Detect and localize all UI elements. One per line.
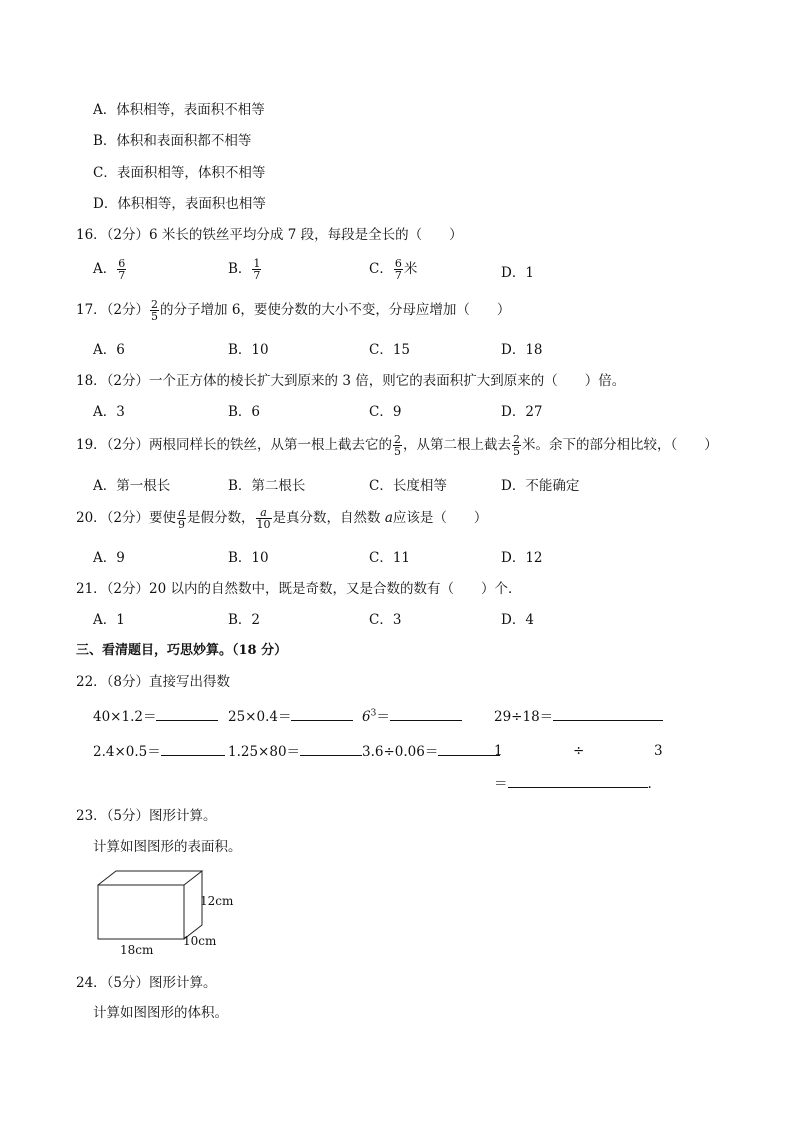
fraction: $\frac{2}{5}$ [513, 433, 521, 458]
question-18 [76, 373, 625, 389]
answer-blank[interactable] [438, 743, 500, 756]
question-number: 22．（8分） [76, 674, 150, 690]
q18-option-a: A．3 [93, 404, 125, 420]
fraction: $\frac{a}{9}$ [178, 506, 186, 531]
fraction: $\frac{2}{5}$ [151, 298, 159, 323]
question-22 [76, 674, 230, 690]
fraction: $\frac{a}{10}$ [256, 506, 271, 531]
calc-expr-b: 3 [654, 743, 663, 759]
q19-option-d: D．不能确定 [501, 478, 580, 494]
calc-item: 25×0.4＝ [228, 708, 353, 725]
q19-option-a: A．第一根长 [93, 478, 171, 494]
calc-item: 40×1.2＝ [93, 708, 218, 725]
question-23 [76, 808, 217, 824]
question-number: 23．（5分） [76, 808, 150, 824]
question-text: 一个正方体的棱长扩大到原来的 3 倍，则它的表面积扩大到原来的（ ）倍。 [149, 373, 626, 389]
calc-item: ＝ . [494, 776, 652, 792]
q20-option-d: D．12 [501, 550, 543, 566]
cuboid-front-face [98, 885, 184, 939]
question-number: 24．（5分） [76, 975, 150, 991]
q17-option-d: D．18 [501, 342, 543, 358]
q15-option-a: A．体积相等，表面积不相等 [93, 102, 265, 118]
q16-option-d: D．1 [501, 265, 534, 281]
question-text: 直接写出得数 [149, 674, 231, 690]
section-heading: 三、看清题目，巧思妙算。（18 分） [76, 643, 288, 658]
question-text: 6 米长的铁丝平均分成 7 段，每段是全长的（ ） [149, 227, 463, 243]
q21-option-a: A．1 [93, 612, 125, 628]
question-number: 21．（2分） [76, 581, 150, 597]
q21-option-c: C．3 [369, 612, 402, 628]
q17-option-b: B．10 [228, 342, 269, 358]
question-16 [76, 227, 463, 243]
question-text: 图形计算。 [149, 808, 217, 824]
q19-option-c: C．长度相等 [369, 478, 447, 494]
calc-item: 29÷18＝ [494, 708, 663, 725]
question-number: 19．（2分） [76, 437, 150, 453]
question-text: 的分子增加 6，要使分数的大小不变，分母应增加（ ） [160, 302, 511, 318]
calc-item: 2.4×0.5＝ [93, 743, 225, 760]
answer-blank[interactable] [390, 708, 462, 721]
fraction: $\frac{2}{5}$ [394, 433, 402, 458]
question-text: 图形计算。 [149, 975, 217, 991]
q20-option-b: B．10 [228, 550, 269, 566]
fraction: $\frac{6}{7}$ [118, 257, 126, 282]
question-number: 20．（2分） [76, 510, 150, 526]
q19-option-b: B．第二根长 [228, 478, 306, 494]
calc-item: 3.6÷0.06＝ [362, 743, 500, 760]
q20-option-a: A．9 [93, 550, 125, 566]
question-19: 19．（2分）两根同样长的铁丝，从第一根上截去它的 $\frac{2}{5}$ ，从第二根上截去 $\frac{2}{5}$ 米。余下的部分相比较，（ ） [76, 433, 718, 458]
answer-blank[interactable] [553, 708, 663, 721]
calc-operator: ÷ [573, 743, 585, 759]
fraction: $\frac{1}{7}$ [253, 257, 261, 282]
answer-blank[interactable] [161, 743, 225, 756]
cuboid-top-face [98, 871, 202, 885]
question-number: 16．（2分） [76, 227, 150, 243]
q17-option-c: C．15 [369, 342, 411, 358]
q16-option-a: A． $\frac{6}{7}$ [93, 257, 126, 282]
q15-option-b: B．体积和表面积都不相等 [93, 133, 252, 149]
length-label: 18cm [120, 943, 154, 957]
width-label: 10cm [183, 934, 217, 948]
q15-option-d: D．体积相等，表面积也相等 [93, 196, 266, 212]
height-label: 12cm [200, 894, 234, 908]
q16-option-b: B． $\frac{1}{7}$ [228, 257, 261, 282]
question-17 [76, 299, 510, 322]
q21-option-b: B．2 [228, 612, 261, 628]
question-text: 20 以内的自然数中，既是奇数，又是合数的数有（ ）个． [149, 581, 522, 597]
q15-option-c: C．表面积相等，体积不相等 [93, 165, 266, 181]
calc-item: 1.25×80＝ [228, 743, 362, 760]
answer-blank[interactable] [156, 708, 218, 721]
question-instruction: 计算如图图形的体积。 [93, 1005, 228, 1021]
answer-blank[interactable] [300, 743, 362, 756]
calc-expr-a: 1 [494, 743, 503, 759]
question-instruction: 计算如图图形的表面积。 [93, 839, 242, 855]
q18-option-b: B．6 [228, 404, 261, 420]
answer-blank[interactable] [508, 775, 648, 788]
question-21 [76, 581, 522, 597]
q21-option-d: D．4 [501, 612, 534, 628]
q18-option-c: C．9 [369, 404, 402, 420]
question-number: 18．（2分） [76, 373, 150, 389]
question-20: 20．（2分）要使 $\frac{a}{9}$ 是假分数， $\frac{a}{10}$ 是真分数，自然数 a应该是（ ） [76, 506, 488, 531]
q18-option-d: D．27 [501, 404, 543, 420]
calc-item: $6^3=$ [362, 708, 462, 725]
q16-option-c: C． $\frac{6}{7}$ 米 [369, 257, 418, 282]
question-number: 17．（2分） [76, 302, 150, 318]
fraction: $\frac{6}{7}$ [394, 257, 402, 282]
answer-blank[interactable] [291, 708, 353, 721]
question-24 [76, 975, 217, 991]
cuboid-figure [90, 865, 250, 960]
q20-option-c: C．11 [369, 550, 411, 566]
q17-option-a: A．6 [93, 342, 125, 358]
